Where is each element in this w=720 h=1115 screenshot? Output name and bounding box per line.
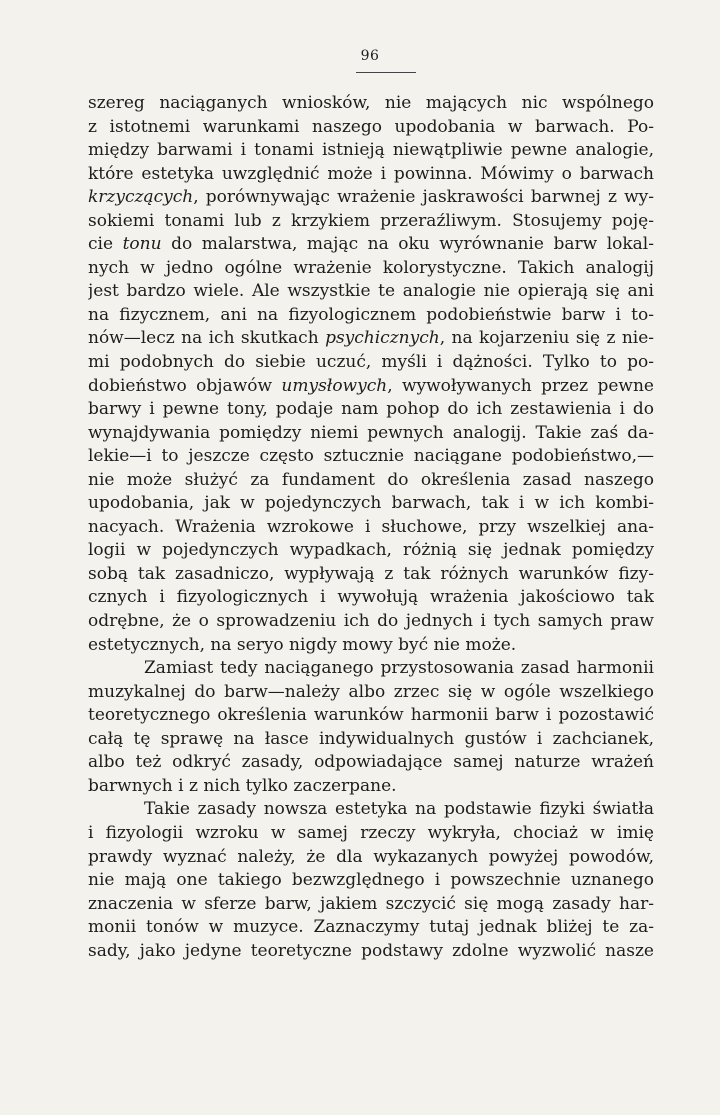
text-line: barwnych i z nich tylko zaczerpane.	[88, 775, 397, 796]
text-line	[88, 233, 654, 257]
italic-word: tonu	[122, 234, 162, 255]
text-line: lekie—i to jeszcze często sztucznie naciągane podobieństwo,—	[88, 446, 654, 467]
text-line: sobą tak zasadniczo, wypływają z tak różnych warunków fizy-	[88, 563, 654, 584]
text-line: i fizyologii wzroku w samej rzeczy wykryła, chociaż w imię	[88, 822, 654, 843]
text-line: teoretycznego określenia warunków harmonii barw i pozostawić	[88, 705, 654, 726]
italic-word: psychicznych	[325, 328, 440, 349]
text-segment: dobieństwo objawów	[88, 375, 282, 396]
text-line: albo też odkryć zasady, odpowiadające samej naturze wrażeń	[88, 752, 654, 773]
text-line: wynajdywania pomiędzy niemi pewnych analogij. Takie zaś da-	[88, 422, 654, 443]
text-line: sady, jako jedyne teoretyczne podstawy zdolne wyzwolić nasze	[88, 940, 654, 961]
text-line: upodobania, jak w pojedynczych barwach, tak i w ich kombi-	[88, 493, 654, 514]
text-segment: , porównywając wrażenie jaskrawości barwnej z wy-	[193, 187, 654, 208]
page-number: 96	[360, 48, 380, 64]
text-line: odrębne, że o sprowadzeniu ich do jednych i tych samych praw	[88, 611, 654, 632]
text-line	[88, 327, 654, 351]
text-line: z istotnemi warunkami naszego upodobania w barwach. Po-	[88, 116, 654, 137]
text-line: sokiemi tonami lub z krzykiem przeraźliwym. Stosujemy poję-	[88, 210, 654, 231]
body-text	[88, 92, 654, 963]
text-line: nacyach. Wrażenia wzrokowe i słuchowe, przy wszelkiej ana-	[88, 516, 654, 537]
text-line: nie może służyć za fundament do określenia zasad naszego	[88, 469, 654, 490]
text-line	[88, 375, 654, 399]
text-line: estetycznych, na seryo nigdy mowy być nie może.	[88, 634, 517, 655]
text-segment: cie	[88, 234, 123, 255]
text-line: jest bardzo wiele. Ale wszystkie te analogie nie opierają się ani	[88, 281, 654, 302]
text-segment: nów—lecz na ich skutkach	[88, 328, 326, 349]
text-line: nych w jedno ogólne wrażenie kolorystyczne. Takich analogij	[88, 257, 654, 278]
text-line: Takie zasady nowsza estetyka na podstawie fizyki światła	[144, 799, 654, 820]
italic-word: krzyczących	[88, 187, 194, 208]
text-line: barwy i pewne tony, podaje nam pohop do ich zestawienia i do	[88, 399, 654, 420]
text-line: logii w pojedynczych wypadkach, różnią się jednak pomiędzy	[88, 540, 654, 561]
text-line: cznych i fizyologicznych i wywołują wrażenia jakościowo tak	[88, 587, 654, 608]
text-line: na fizycznem, ani na fizyologicznem podobieństwie barw i to-	[88, 304, 654, 325]
text-line: Zamiast tedy naciąganego przystosowania zasad harmonii	[144, 658, 654, 679]
text-segment: , wywoływanych przez pewne	[387, 375, 654, 396]
text-line: całą tę sprawę na łasce indywidualnych gustów i zachcianek,	[88, 728, 654, 749]
text-line: mi podobnych do siebie uczuć, myśli i dążności. Tylko to po-	[88, 352, 654, 373]
text-line: prawdy wyznać należy, że dla wykazanych powyżej powodów,	[88, 846, 654, 867]
text-line: monii tonów w muzyce. Zaznaczymy tutaj jednak bliżej te za-	[88, 917, 654, 938]
italic-word: umysłowych	[281, 375, 388, 396]
text-line: szereg naciąganych wniosków, nie mających nic wspólnego	[88, 93, 654, 113]
text-segment: , na kojarzeniu się z nie-	[439, 328, 654, 349]
text-line: między barwami i tonami istnieją niewątpliwie pewne analogie,	[88, 140, 654, 161]
text-line: muzykalnej do barw—należy albo zrzec się w ogóle wszelkiego	[88, 681, 654, 702]
text-line: nie mają one takiego bezwzględnego i powszechnie uznanego	[88, 870, 654, 891]
page-number-rule	[356, 72, 416, 73]
text-line	[88, 186, 654, 210]
text-line: które estetyka uwzględnić może i powinna. Mówimy o barwach	[88, 163, 654, 184]
text-segment: do malarstwa, mając na oku wyrównanie barw lokal-	[161, 234, 654, 255]
text-line: znaczenia w sferze barw, jakiem szczycić się mogą zasady har-	[88, 893, 654, 914]
